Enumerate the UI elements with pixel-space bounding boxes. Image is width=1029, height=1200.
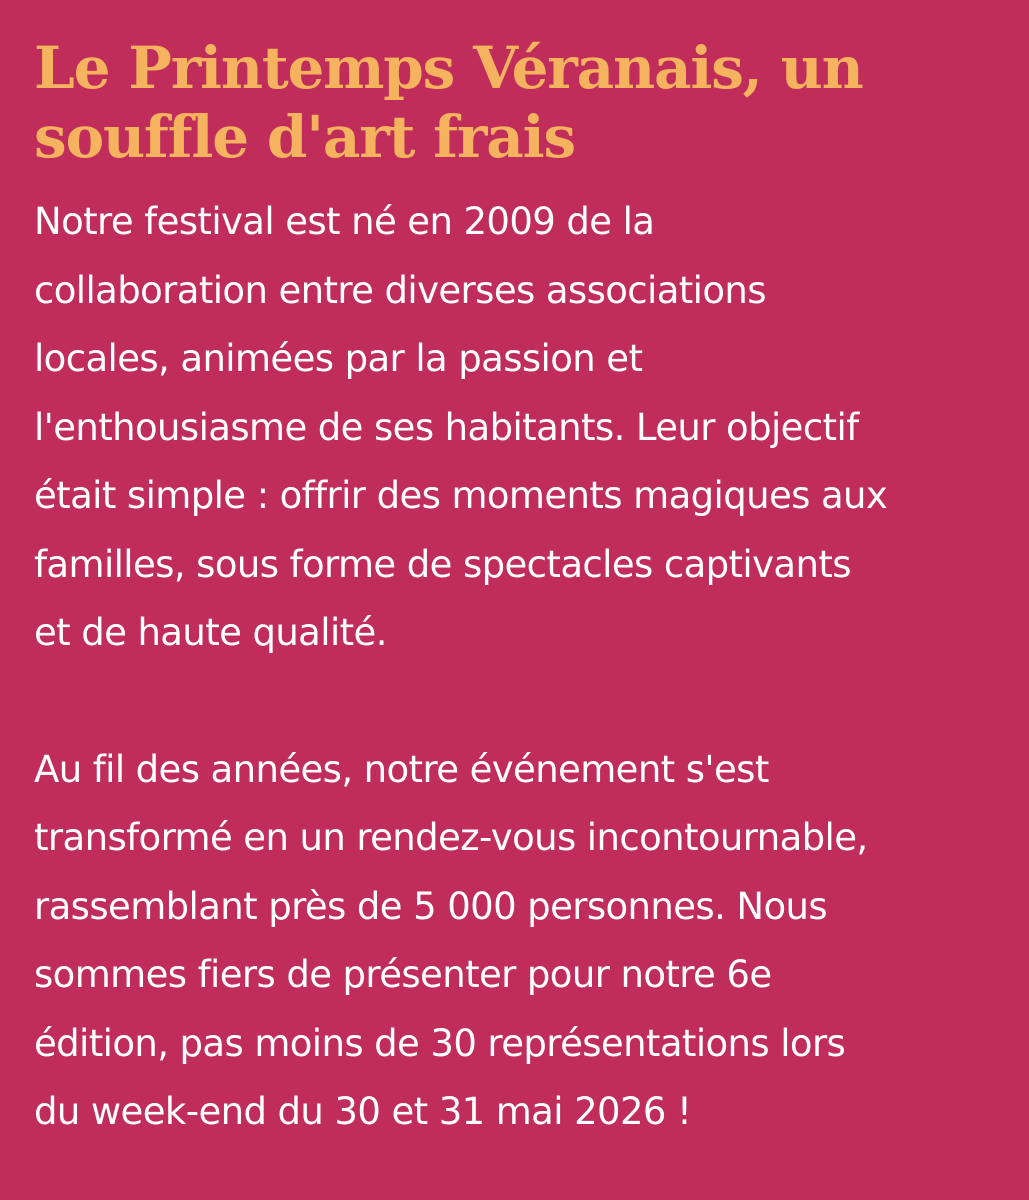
paragraph-growth: Au fil des années, notre événement s'est transformé en un rendez-vous incontournable, rassemblant près de 5 000 personnes. Nous sommes fiers de présenter pour notre 6e édition, pas moins de 30 représentations lors du week-end du 30 et 31 mai 2026 ! <box>34 747 868 1133</box>
paragraph-spacer <box>34 668 1009 736</box>
section-title: Le Printemps Véranais, un souffle d'art frais <box>34 34 863 171</box>
section-body <box>34 188 1009 1147</box>
paragraph-history: Notre festival est né en 2009 de la collaboration entre diverses associations locales, animées par la passion et l'enthousiasme de ses habitants. Leur objectif était simple : offrir des moments magiques aux familles, sous forme de spectacles captivants et de haute qualité. <box>34 200 888 654</box>
